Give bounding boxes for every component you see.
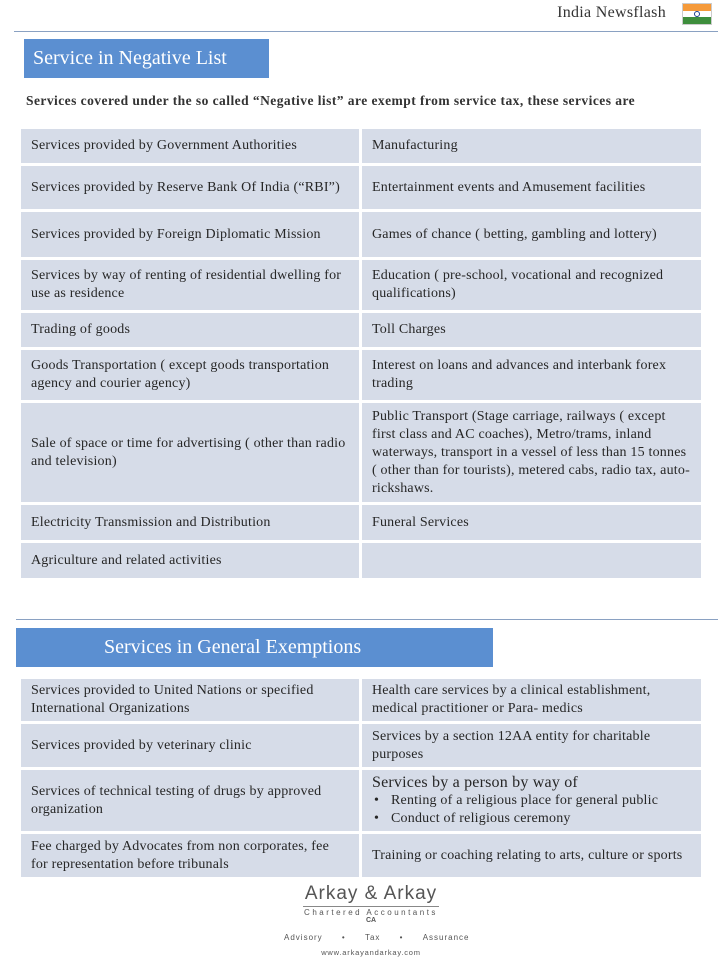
table-cell: Fee charged by Advocates from non corporates, fee for representation before tribunals xyxy=(20,833,361,879)
table-row xyxy=(20,504,703,542)
service-lines xyxy=(276,933,470,942)
firm-subtitle: Chartered Accountants xyxy=(304,908,438,917)
firm-name: Arkay & Arkay xyxy=(303,883,439,907)
table-cell: Services of technical testing of drugs by approved organization xyxy=(20,769,361,833)
table-cell: Goods Transportation ( except goods transportation agency and courier agency) xyxy=(20,349,361,402)
table-cell xyxy=(361,769,703,833)
table-cell: Training or coaching relating to arts, culture or sports xyxy=(361,833,703,879)
table-row xyxy=(20,165,703,211)
general-exemptions-table xyxy=(18,676,704,880)
table-cell: Services provided by Government Authorities xyxy=(20,128,361,165)
bullet-heading: Services by a person by way of xyxy=(372,774,578,791)
table-cell: Games of chance ( betting, gambling and lottery) xyxy=(361,211,703,259)
service-advisory: Advisory xyxy=(284,933,323,942)
separator-dot: • xyxy=(341,933,346,942)
table-row xyxy=(20,542,703,580)
table-row xyxy=(20,349,703,402)
table-row xyxy=(20,678,703,723)
service-assurance: Assurance xyxy=(422,933,470,942)
footer-logo xyxy=(276,883,470,957)
table-cell: Services by way of renting of residential dwelling for use as residence xyxy=(20,259,361,312)
list-item: • Renting of a religious place for general public xyxy=(372,792,691,810)
separator-dot: • xyxy=(399,933,404,942)
table-row xyxy=(20,211,703,259)
general-exemptions-heading: Services in General Exemptions xyxy=(16,628,493,667)
table-cell: Toll Charges xyxy=(361,312,703,349)
negative-list-table xyxy=(18,126,704,581)
table-cell: Manufacturing xyxy=(361,128,703,165)
table-cell: Services by a section 12AA entity for charitable purposes xyxy=(361,723,703,769)
table-cell: Sale of space or time for advertising ( other than radio and television) xyxy=(20,402,361,504)
table-cell: Funeral Services xyxy=(361,504,703,542)
table-row xyxy=(20,259,703,312)
table-cell: Services provided to United Nations or specified International Organizations xyxy=(20,678,361,723)
table-cell: Health care services by a clinical establishment, medical practitioner or Para- medics xyxy=(361,678,703,723)
bullet-list xyxy=(372,792,691,828)
table-cell: Agriculture and related activities xyxy=(20,542,361,580)
india-flag-icon xyxy=(682,3,712,25)
newsletter-title: India Newsflash xyxy=(557,4,666,21)
section-divider xyxy=(16,619,718,620)
table-row xyxy=(20,723,703,769)
table-cell: Trading of goods xyxy=(20,312,361,349)
table-cell: Electricity Transmission and Distribution xyxy=(20,504,361,542)
table-cell: Services provided by Reserve Bank Of India (“RBI”) xyxy=(20,165,361,211)
list-item: • Conduct of religious ceremony xyxy=(372,810,691,828)
negative-list-intro: Services covered under the so called “Negative list” are exempt from service tax, these services are xyxy=(26,93,636,108)
table-row xyxy=(20,402,703,504)
table-cell: Services provided by Foreign Diplomatic Mission xyxy=(20,211,361,259)
table-row xyxy=(20,769,703,833)
table-row xyxy=(20,128,703,165)
service-tax: Tax xyxy=(364,933,381,942)
table-cell xyxy=(361,542,703,580)
website-link[interactable]: www.arkayandarkay.com xyxy=(321,948,421,957)
ca-mark: CA xyxy=(365,917,377,924)
table-cell: Interest on loans and advances and interbank forex trading xyxy=(361,349,703,402)
table-row xyxy=(20,833,703,879)
header-bar xyxy=(14,0,718,32)
table-row xyxy=(20,312,703,349)
table-cell: Education ( pre-school, vocational and recognized qualifications) xyxy=(361,259,703,312)
negative-list-heading: Service in Negative List xyxy=(24,39,269,78)
table-cell: Entertainment events and Amusement facilities xyxy=(361,165,703,211)
table-cell: Services provided by veterinary clinic xyxy=(20,723,361,769)
table-cell: Public Transport (Stage carriage, railways ( except first class and AC coaches), Metro/trams, inland waterways, transport in a vessel of less than 15 tonnes ( other than for tourists), metered cabs, radio tax, auto-rickshaws. xyxy=(361,402,703,504)
